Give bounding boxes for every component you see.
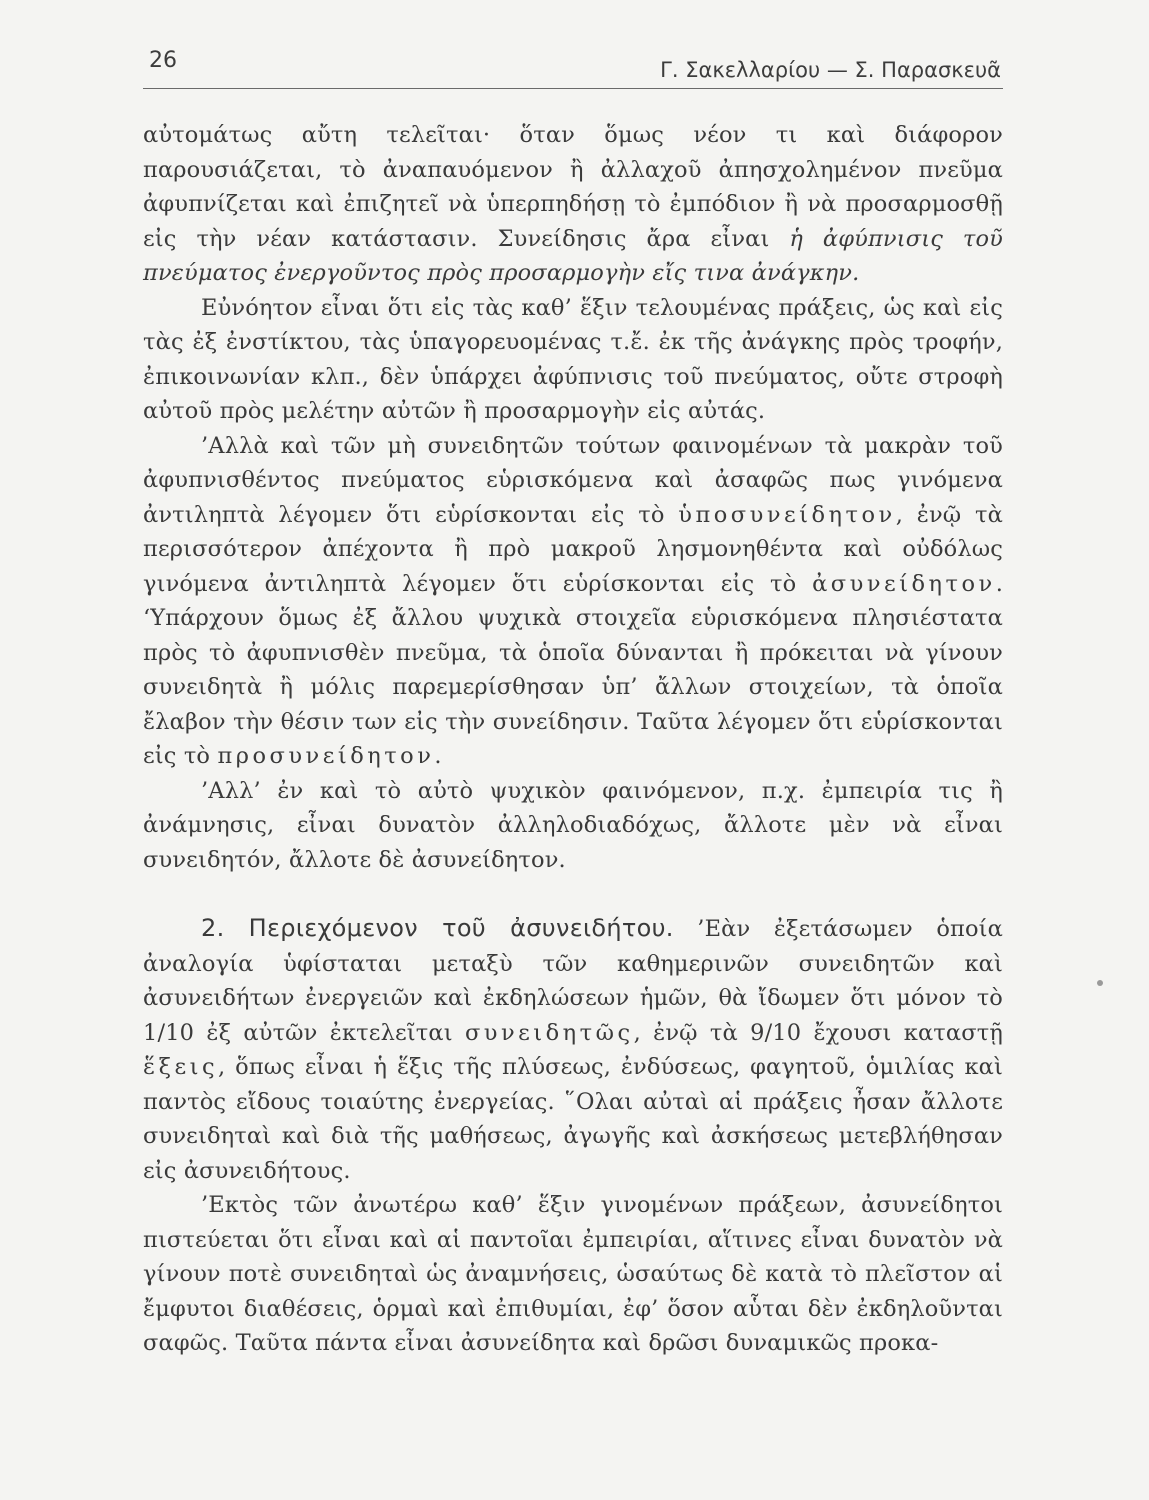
paragraph-3-text-g: . [434, 743, 442, 769]
paragraph-6: ’Εκτὸς τῶν ἀνωτέρω καθ’ ἕξιν γινομένων πράξεων, ἀσυνείδητοι πιστεύεται ὅτι εἶναι καὶ αἱ παντοῖαι ἐμπειρίαι, αἵτινες εἶναι δυνατὸν νὰ γίνουν ποτὲ συνειδηταὶ ὡς ἀναμνήσεις, ὡσαύτως δὲ κατὰ τὸ πλεῖστον αἱ ἔμφυτοι διαθέσεις, ὁρμαὶ καὶ ἐπιθυμίαι, ἐφ’ ὅσον αὗται δὲν ἐκδηλοῦνται σαφῶς. Ταῦτα πάντα εἶναι ἀσυνείδητα καὶ δρῶσι δυναμικῶς προκα- [143, 1192, 1003, 1356]
body-text [143, 118, 1003, 1361]
paragraph-2: Εὐνόητον εἶναι ὅτι εἰς τὰς καθ’ ἕξιν τελουμένας πράξεις, ὡς καὶ εἰς τὰς ἐξ ἐνστίκτου, τὰς ὑπαγορευομένας τ.ἔ. ἐκ τῆς ἀνάγκης πρὸς τροφήν, ἐπικοινωνίαν κλπ., δὲν ὑπάρχει ἀφύπνισις τοῦ πνεύματος, οὔτε στροφὴ αὐτοῦ πρὸς μελέτην αὐτῶν ἢ προσαρμογὴν εἰς αὐτάς. [143, 294, 1003, 424]
paragraph-1-text: αὐτομάτως αὔτη τελεῖται· ὅταν ὅμως νέον τι καὶ διάφορον παρουσιάζεται, τὸ ἀναπαυόμενον ἢ ἀλλαχοῦ ἀπησχολημένον πνεῦμα ἀφυπνίζεται καὶ ἐπιζητεῖ νὰ ὑπερπηδήσῃ τὸ ἐμπόδιον ἢ νὰ προσαρμοσθῇ εἰς τὴν νέαν κατάστασιν. Συνείδησις ἄρα εἶναι [143, 122, 1003, 252]
paragraph-3-text-a: ’Αλλὰ καὶ τῶν μὴ συνειδητῶν τούτων φαινομένων τὰ μακρὰν τοῦ ἀφυπνισθέντος πνεύματος εὑρισκόμενα καὶ ἀσαφῶς πως γινόμενα ἀντιληπτὰ λέγομεν ὅτι εὑρίσκονται εἰς τὸ [143, 432, 1003, 528]
term-habits: ἕξεις [143, 1054, 219, 1080]
stray-ink-mark [1097, 980, 1103, 986]
section-2 [143, 911, 1003, 1361]
paragraph-5-text-a: ’Εὰν ἐξετάσωμεν ὁποία ἀναλογία ὑφίσταται μεταξὺ τῶν καθημερινῶν συνειδητῶν καὶ ἀσυνειδήτων ἐνεργειῶν καὶ ἐκδηλώσεων ἡμῶν, θὰ ἴδωμεν ὅτι μόνον τὸ 1/10 ἐξ αὐτῶν ἐκτελεῖται [143, 916, 1003, 1046]
section-heading: 2. Περιεχόμενον τοῦ ἀσυνειδήτου. [201, 914, 674, 942]
paragraph-3-text-c: , ἐνῷ τὰ περισσότερον ἀπέχοντα ἢ πρὸ μακροῦ λησμονηθέντα καὶ οὐδόλως γινόμενα ἀντιληπτὰ λέγομεν ὅτι εὑρίσκονται εἰς τὸ [143, 501, 1003, 597]
paragraph-5-text-e: , ὅπως εἶναι ἡ ἕξις τῆς πλύσεως, ἐνδύσεως, φαγητοῦ, ὁμιλίας καὶ παντὸς εἴδους τοιαύτης ἐνεργείας. ῞Ολαι αὐταὶ αἱ πράξεις ἦσαν ἄλλοτε συνειδηταὶ καὶ διὰ τῆς μαθήσεως, ἀγωγῆς καὶ ἀσκήσεως μετεβλήθησαν εἰς ἀσυνειδήτους. [143, 1054, 1003, 1184]
paragraph-1 [143, 118, 1003, 291]
header-rule [143, 88, 1003, 90]
page-header [143, 44, 1003, 92]
paragraph-3-text-e: . ‘Υπάρχουν ὅμως ἐξ ἄλλου ψυχικὰ στοιχεῖα εὑρισκόμενα πλησιέστατα πρὸς τὸ ἀφυπνισθὲν πνεῦμα, τὰ ὁποῖα δύνανται ἢ πρόκειται νὰ γίνουν συνειδητὰ ἢ μόλις παρεμερίσθησαν ὑπ’ ἄλλων στοιχείων, τὰ ὁποῖα ἔλαβον τὴν θέσιν των εἰς τὴν συνείδησιν. Ταῦτα λέγομεν ὅτι εὑρίσκονται εἰς τὸ [143, 570, 1003, 769]
paragraph-5-text-c: , ἐνῷ τὰ 9/10 ἔχουσι καταστῇ [633, 1019, 1003, 1046]
term-subconscious: ὑποσυνείδητον [678, 501, 896, 528]
paragraph-5 [143, 911, 1003, 1188]
term-consciously: συνειδητῶς [464, 1019, 634, 1046]
paragraph-1-definition: ἡ ἀφύπνισις τοῦ πνεύματος ἐνεργοῦντος πρὸς προσαρμογὴν εἴς τινα ἀνάγκην. [143, 225, 1003, 286]
paragraph-4: ’Αλλ’ ἐν καὶ τὸ αὐτὸ ψυχικὸν φαινόμενον, π.χ. ἐμπειρία τις ἢ ἀνάμνησις, εἶναι δυνατὸν ἀλληλοδιαδόχως, ἄλλοτε μὲν νὰ εἶναι συνειδητόν, ἄλλοτε δὲ ἀσυνείδητον. [143, 777, 1003, 873]
term-unconscious: ἀσυνείδητον [812, 570, 996, 597]
paragraph-3 [143, 429, 1003, 774]
page-number: 26 [149, 48, 177, 73]
term-preconscious: προσυνείδητον [217, 743, 435, 769]
running-head: Γ. Σακελλαρίου — Σ. Παρασκευᾶ [660, 58, 1001, 82]
